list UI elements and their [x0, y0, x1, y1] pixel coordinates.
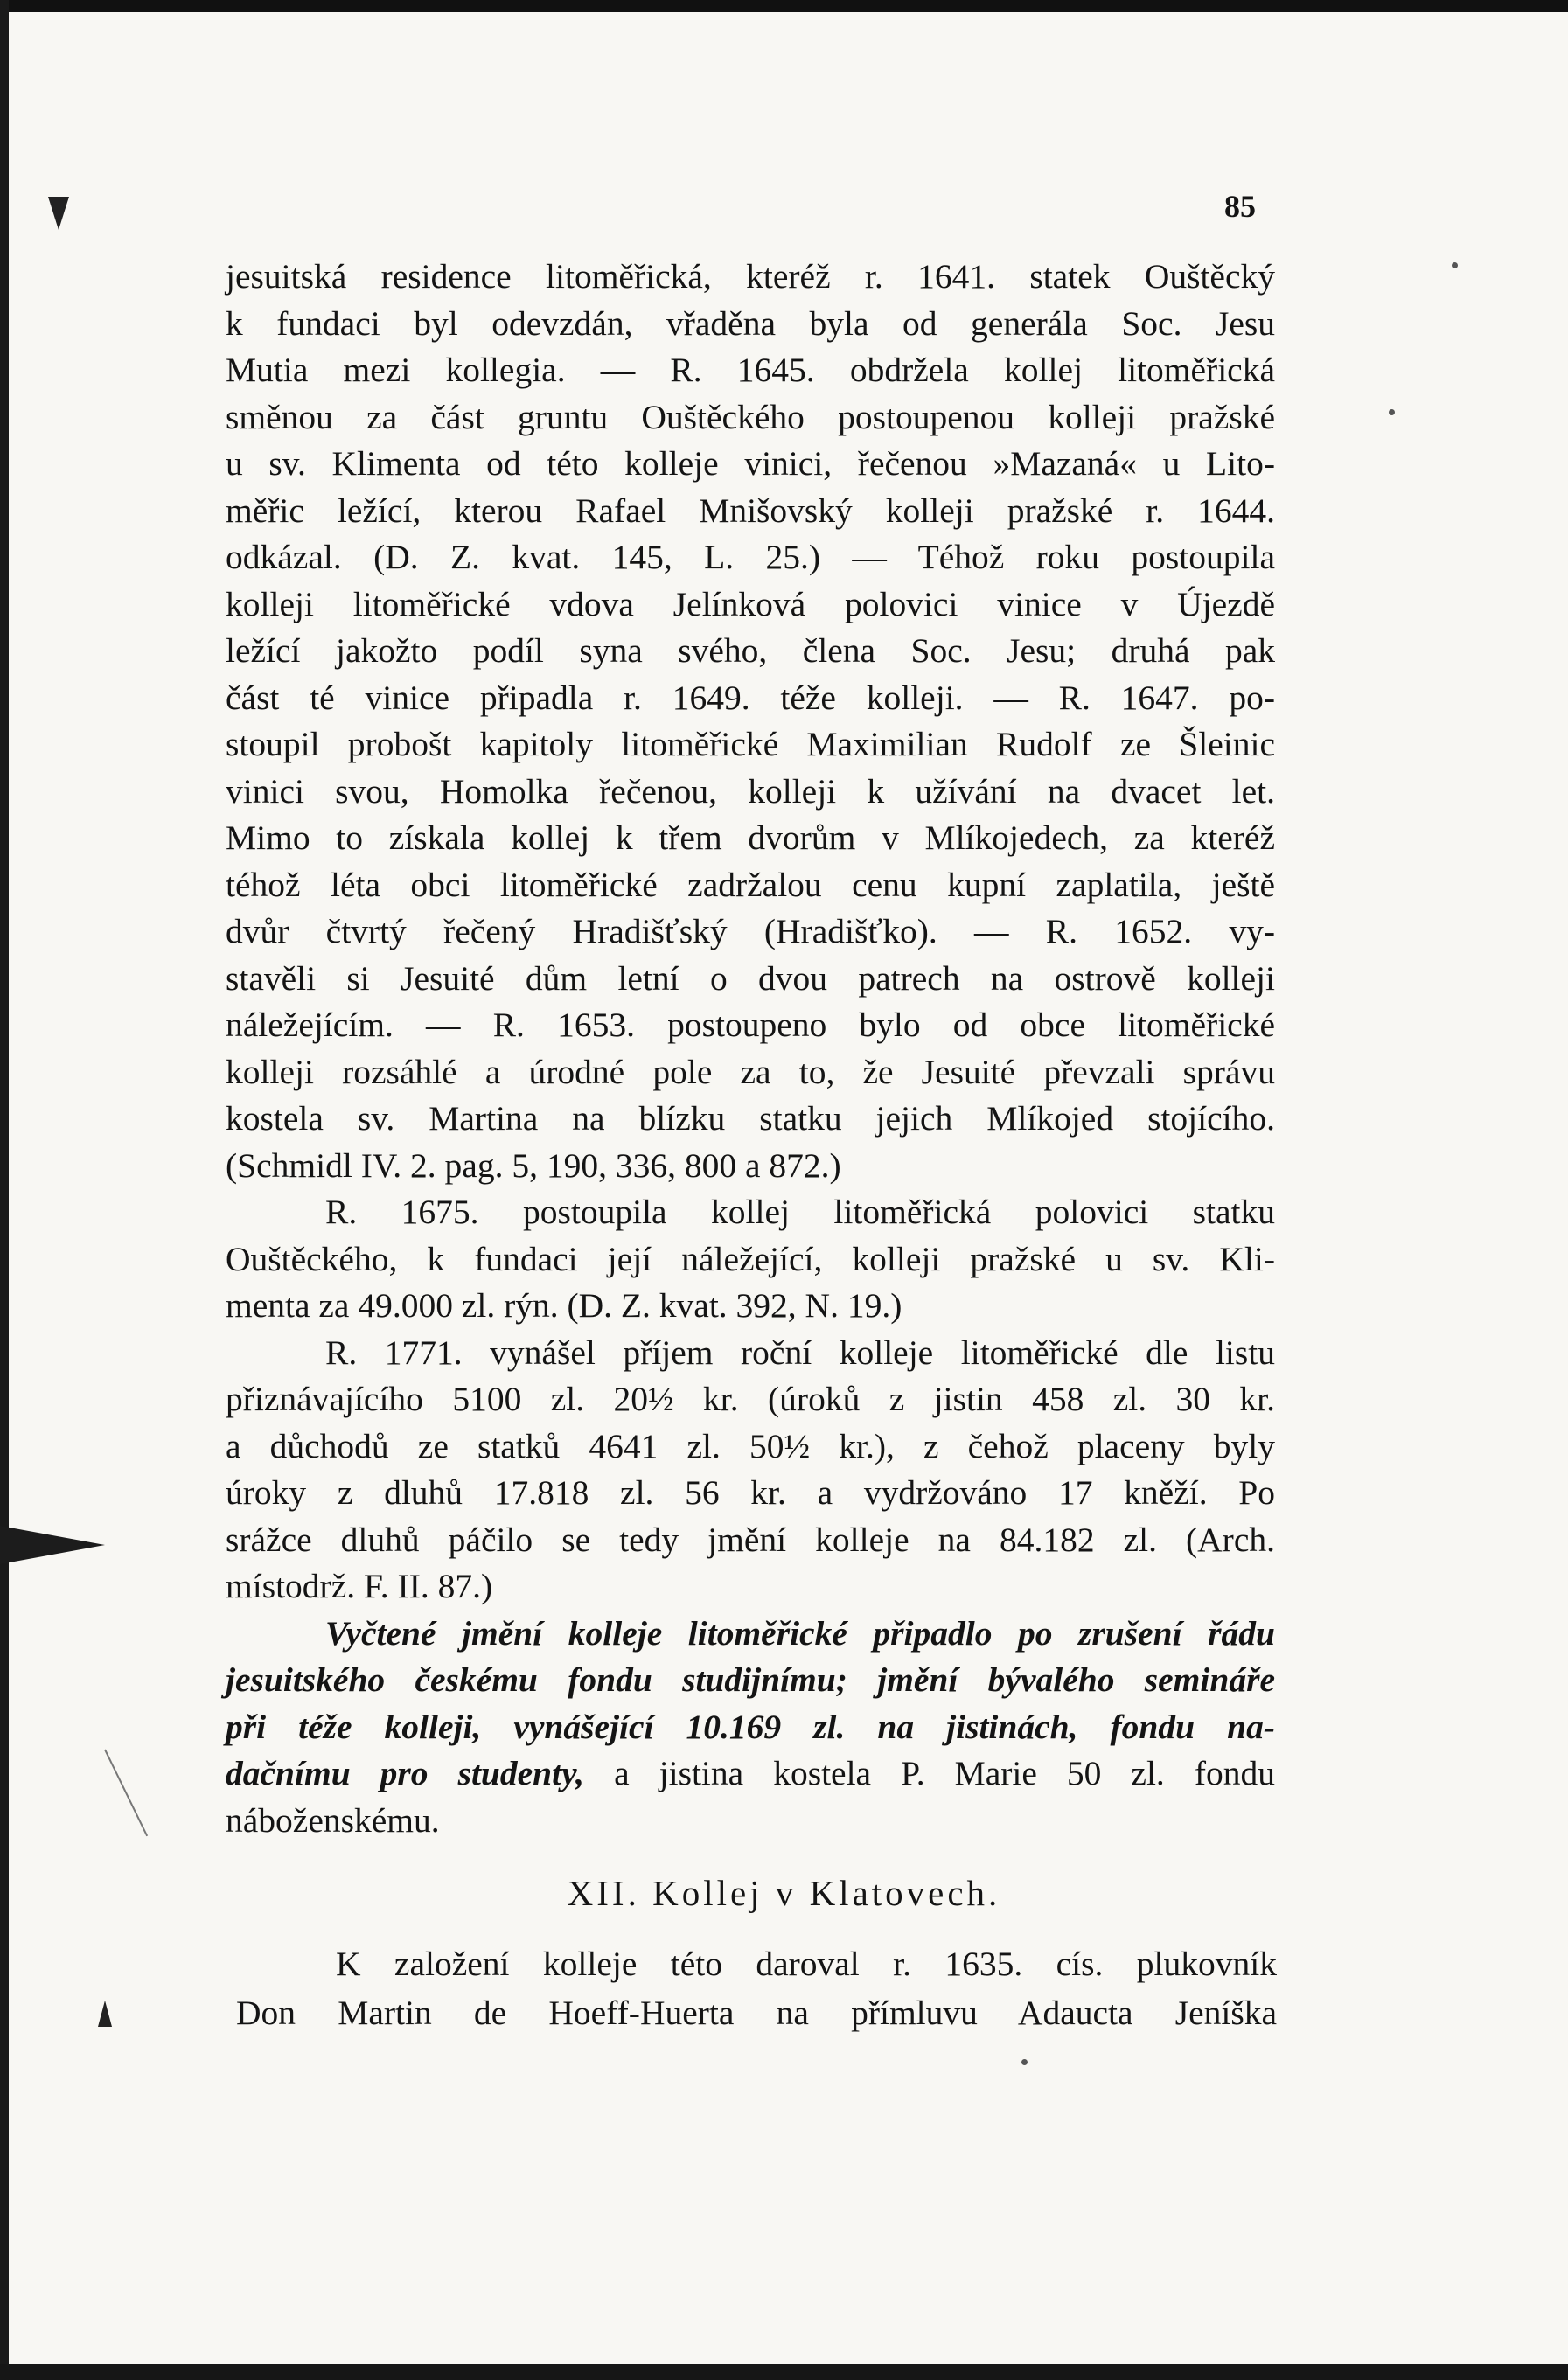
text-line: měřic ležící, kterou Rafael Mnišovský kolleji pražské r. 1644.	[226, 491, 1275, 530]
text-line: téhož léta obci litoměřické zadržalou cenu kupní zaplatila, ještě	[226, 865, 1275, 904]
text-line: dačnímu pro studenty, a jistina kostela P. Marie 50 zl. fondu	[226, 1754, 1275, 1792]
text-line: dvůr čtvrtý řečený Hradišťský (Hradišťko). — R. 1652. vy-	[226, 912, 1275, 950]
scan-edge-top	[0, 0, 1568, 12]
text-line: a důchodů ze statků 4641 zl. 50½ kr.), z čehož placeny byly	[226, 1426, 1275, 1465]
ink-blot-mark	[48, 197, 69, 230]
scan-edge-bottom	[0, 2364, 1568, 2380]
text-line: směnou za část gruntu Ouštěckého postoupenou kolleji pražské	[226, 397, 1275, 436]
text-line: u sv. Klimenta od této kolleje vinici, řečenou »Mazaná« u Lito-	[226, 444, 1275, 483]
ink-wedge-mark	[0, 1526, 105, 1564]
section-text	[236, 1939, 1277, 2037]
page-number: 85	[1224, 189, 1256, 224]
text-line: náboženskému.	[226, 1800, 440, 1840]
text-line: k fundaci byl odevzdán, vřaděna byla od generála Soc. Jesu	[226, 303, 1275, 343]
text-line: Ouštěckého, k fundaci její náležející, kolleji pražské u sv. Kli-	[226, 1239, 1275, 1278]
text-line: stoupil probošt kapitoly litoměřické Maximilian Rudolf ze Šleinic	[226, 725, 1275, 763]
text-line: odkázal. (D. Z. kvat. 145, L. 25.) — Téhož roku postoupila	[226, 538, 1275, 576]
text-line: jesuitská residence litoměřická, kteréž r. 1641. statek Ouštěcký	[226, 257, 1275, 296]
paragraph-3	[226, 1330, 1275, 1611]
text-line: Mimo to získala kollej k třem dvorům v Mlíkojedech, za kteréž	[226, 818, 1275, 857]
text-line: K založení kolleje této daroval r. 1635. cís. plukovník	[336, 1945, 1277, 1983]
text-line: menta za 49.000 zl. rýn. (D. Z. kvat. 392, N. 19.)	[226, 1286, 902, 1325]
text-line: při téže kolleji, vynášející 10.169 zl. na jistinách, fondu na-	[226, 1707, 1275, 1746]
dust-speck	[1389, 409, 1395, 415]
text-line: kolleji litoměřické vdova Jelínková polovici vinice v Újezdě	[226, 584, 1275, 623]
text-line: místodrž. F. II. 87.)	[226, 1567, 493, 1605]
scan-edge-left	[0, 0, 9, 2380]
text-line: kolleji rozsáhlé a úrodné pole za to, že Jesuité převzali správu	[226, 1052, 1275, 1091]
text-line: ležící jakožto podíl syna svého, člena Soc. Jesu; druhá pak	[226, 631, 1275, 670]
text-line: úroky z dluhů 17.818 zl. 56 kr. a vydržováno 17 kněží. Po	[226, 1473, 1275, 1512]
text-line: náležejícím. — R. 1653. postoupeno bylo od obce litoměřické	[226, 1006, 1275, 1044]
text-line: (Schmidl IV. 2. pag. 5, 190, 336, 800 a 872.)	[226, 1145, 841, 1185]
paragraph-4	[226, 1611, 1275, 1845]
text-line: kostela sv. Martina na blízku statku jejich Mlíkojed stojícího.	[226, 1099, 1275, 1138]
text-line: vinici svou, Homolka řečenou, kolleji k užívání na dvacet let.	[226, 771, 1275, 811]
ink-tip-mark	[98, 2001, 112, 2027]
text-line: stavěli si Jesuité dům letní o dvou patrech na ostrově kolleji	[226, 958, 1275, 998]
text-line: jesuitského českému fondu studijnímu; jmění bývalého semináře	[226, 1660, 1275, 1699]
text-line: Vyčtené jmění kolleje litoměřické připadlo po zrušení řádu	[325, 1613, 1275, 1653]
text-line: srážce dluhů páčilo se tedy jmění kolleje na 84.182 zl. (Arch.	[226, 1520, 1275, 1559]
main-text	[226, 254, 1275, 1844]
text-line: Mutia mezi kollegia. — R. 1645. obdržela kollej litoměřická	[226, 351, 1275, 389]
text-line: část té vinice připadla r. 1649. téže kolleji. — R. 1647. po-	[226, 678, 1275, 717]
dust-speck	[1021, 2059, 1028, 2065]
text-line: Don Martin de Hoeff-Huerta na přímluvu Adaucta Jeníška	[236, 1994, 1277, 2032]
text-line: přiznávajícího 5100 zl. 20½ kr. (úroků z jistin 458 zl. 30 kr.	[226, 1380, 1275, 1418]
paragraph-2	[226, 1189, 1275, 1330]
text-line: R. 1771. vynášel příjem roční kolleje litoměřické dle listu	[325, 1333, 1275, 1372]
dust-speck	[1452, 262, 1458, 268]
margin-stroke-mark	[104, 1750, 148, 1837]
section-heading: XII. Kollej v Klatovech.	[567, 1873, 1001, 1913]
text-line: R. 1675. postoupila kollej litoměřická polovici statku	[325, 1193, 1275, 1231]
paragraph-1	[226, 254, 1275, 1189]
